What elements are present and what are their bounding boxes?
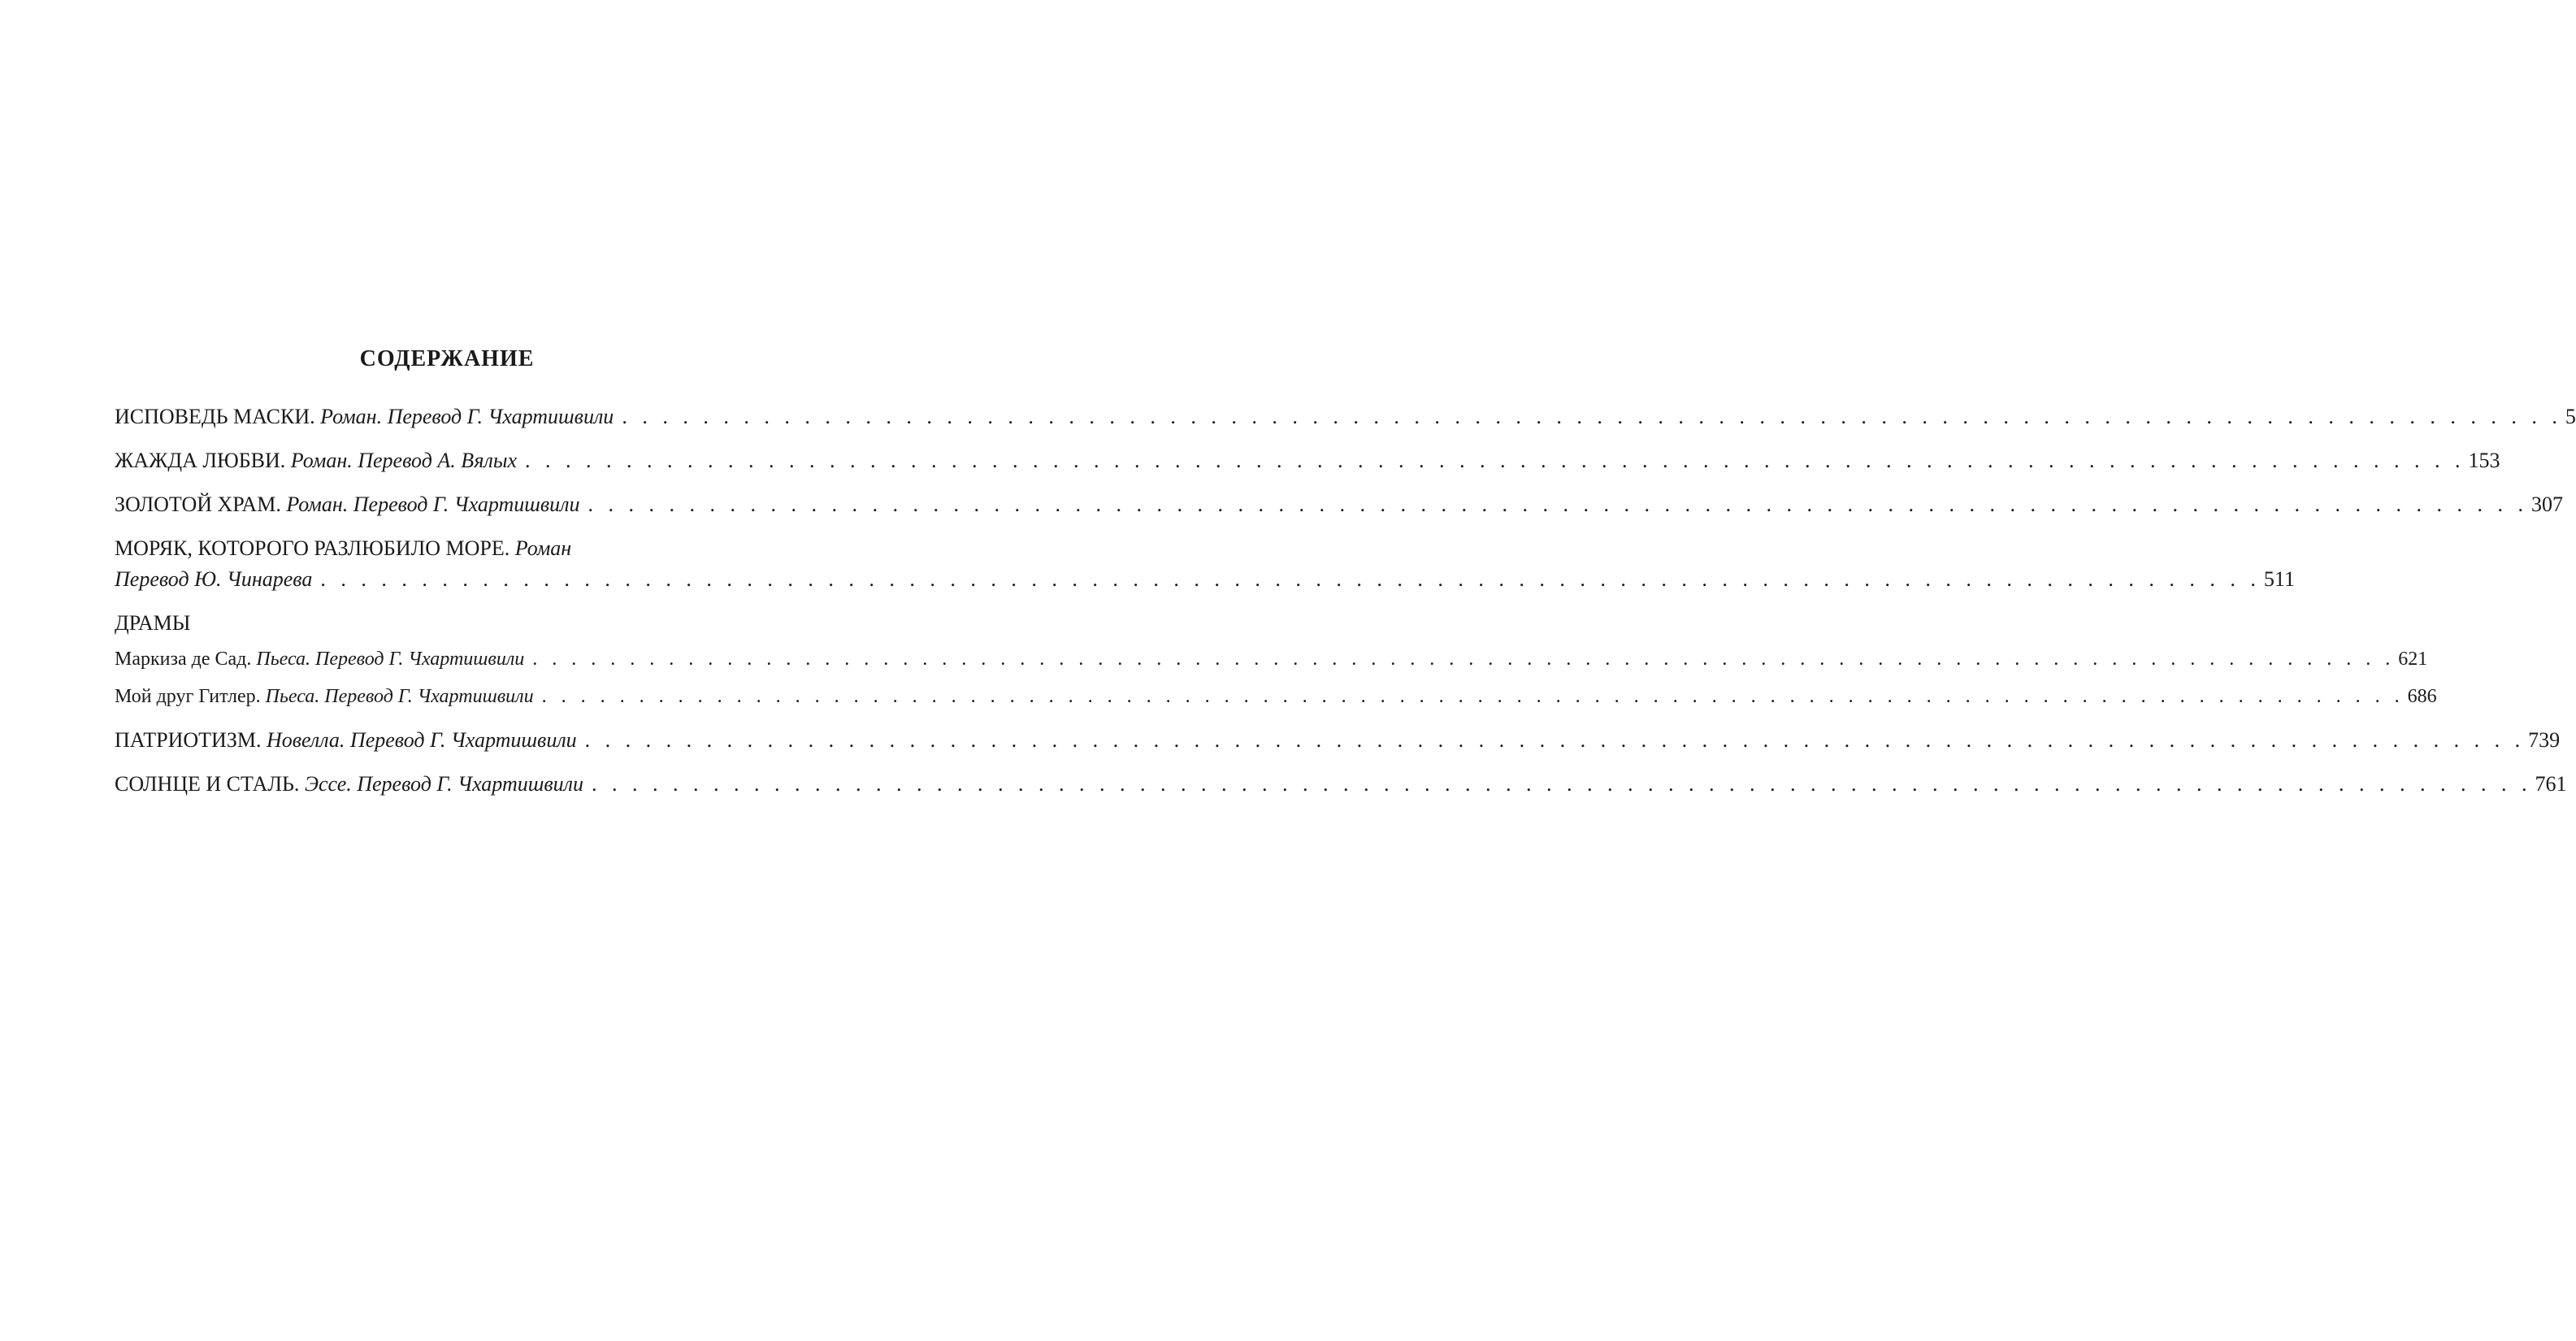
page-number: 5 (2565, 405, 2576, 428)
entry-description: Роман. Перевод Г. Чхартишвили (320, 405, 614, 428)
toc-sub-entry[interactable] (115, 647, 2428, 671)
toc-entry[interactable] (115, 536, 2295, 592)
entry-description: Роман. Перевод Г. Чхартишвили (286, 493, 580, 516)
dot-leader: . . . . . . . . . . . . . . . . . . . . . . . . . . . . . . . . . . . . . . . . . . . . . . . . . . . . . . . . . . . . . . . . . . . . . . . . . . . . . . . . . . . . . . . . . . . . . . . . (525, 449, 2465, 472)
dot-leader: . . . . . . . . . . . . . . . . . . . . . . . . . . . . . . . . . . . . . . . . . . . . . . . . . . . . . . . . . . . . . . . . . . . . . . . . . . . . . . . . . . . . . . . . . . . . . . . . (591, 772, 2532, 796)
dot-leader: . . . . . . . . . . . . . . . . . . . . . . . . . . . . . . . . . . . . . . . . . . . . . . . . . . . . . . . . . . . . . . . . . . . . . . . . . . . . . . . . . . . . . . . . . . . . . . . . (541, 686, 2405, 707)
entry-title: МОРЯК, КОТОРОГО РАЗЛЮБИЛО МОРЕ. (115, 536, 510, 560)
page-number: 761 (2535, 772, 2567, 796)
entry-title: ИСПОВЕДЬ МАСКИ. (115, 405, 315, 428)
page-number: 621 (2398, 649, 2428, 670)
entry-title: Мой друг Гитлер. (115, 686, 261, 707)
toc-sub-entry[interactable] (115, 684, 2437, 709)
entry-description: Новелла. Перевод Г. Чхартишвили (266, 728, 577, 752)
dot-leader: . . . . . . . . . . . . . . . . . . . . . . . . . . . . . . . . . . . . . . . . . . . . . . . . . . . . . . . . . . . . . . . . . . . . . . . . . . . . . . . . . . . . . . . . . . . . . . . . (588, 493, 2529, 516)
table-of-contents (115, 405, 2576, 796)
entry-title: ПАТРИОТИЗМ. (115, 728, 262, 752)
dot-leader: . . . . . . . . . . . . . . . . . . . . . . . . . . . . . . . . . . . . . . . . . . . . . . . . . . . . . . . . . . . . . . . . . . . . . . . . . . . . . . . . . . . . . . . . . . . . . . . . (532, 649, 2396, 670)
entry-description: Эссе. Перевод Г. Чхартишвили (304, 772, 583, 796)
entry-title: ЗОЛОТОЙ ХРАМ. (115, 493, 281, 516)
page-number: 307 (2531, 493, 2564, 516)
entry-title: ЖАЖДА ЛЮБВИ. (115, 449, 286, 472)
entry-title: Маркиза де Сад. (115, 649, 252, 670)
page-number: 686 (2407, 686, 2437, 707)
dot-leader: . . . . . . . . . . . . . . . . . . . . . . . . . . . . . . . . . . . . . . . . . . . . . . . . . . . . . . . . . . . . . . . . . . . . . . . . . . . . . . . . . . . . . . . . . . . . . . . . (622, 405, 2562, 428)
toc-entry[interactable] (115, 405, 2576, 429)
entry-description: Роман (514, 536, 572, 560)
entry-translator: Перевод Ю. Чинарева (115, 567, 313, 591)
entry-description: Пьеса. Перевод Г. Чхартишвили (265, 686, 534, 707)
toc-section (115, 611, 2437, 709)
entry-description: Роман. Перевод А. Вялых (290, 449, 518, 472)
entry-description: Пьеса. Перевод Г. Чхартишвили (256, 649, 525, 670)
toc-entry[interactable] (115, 493, 2564, 517)
dot-leader: . . . . . . . . . . . . . . . . . . . . . . . . . . . . . . . . . . . . . . . . . . . . . . . . . . . . . . . . . . . . . . . . . . . . . . . . . . . . . . . . . . . . . . . . . . . . . . . . (320, 567, 2261, 591)
toc-entry[interactable] (115, 728, 2561, 753)
page-number: 739 (2528, 728, 2561, 752)
section-title: ДРАМЫ (115, 611, 191, 635)
page-title: СОДЕРЖАНИЕ (359, 346, 535, 371)
page-number: 511 (2263, 567, 2295, 591)
entry-title: СОЛНЦЕ И СТАЛЬ. (115, 772, 300, 796)
toc-entry[interactable] (115, 449, 2500, 473)
dot-leader: . . . . . . . . . . . . . . . . . . . . . . . . . . . . . . . . . . . . . . . . . . . . . . . . . . . . . . . . . . . . . . . . . . . . . . . . . . . . . . . . . . . . . . . . . . . . . . . . (584, 728, 2526, 752)
toc-entry[interactable] (115, 772, 2567, 796)
page-number: 153 (2468, 449, 2500, 472)
